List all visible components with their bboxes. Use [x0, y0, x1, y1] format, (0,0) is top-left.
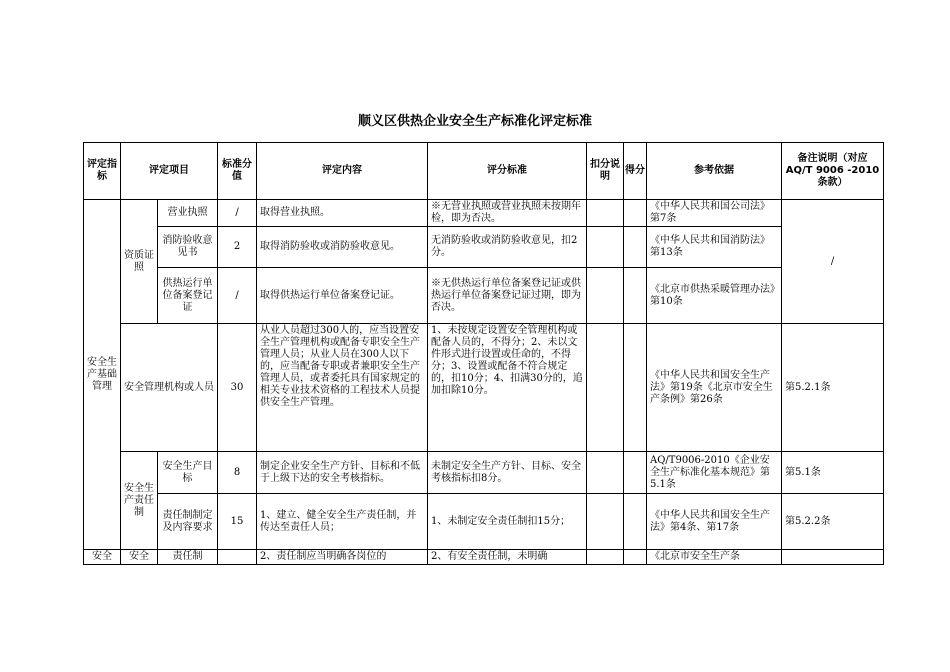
basis: AQ/T9006-2010《企业安全生产标准化基本规范》第5.1条 — [647, 452, 782, 494]
got-cell — [624, 200, 647, 227]
sub-item: 营业执照 — [158, 200, 218, 227]
deduct-cell — [587, 200, 624, 227]
remarks: 第5.2.1条 — [782, 324, 884, 452]
score: 15 — [218, 494, 257, 550]
criteria: ※无营业执照或营业执照未按期年检，即为否决。 — [428, 200, 587, 227]
deduct-cell — [587, 452, 624, 494]
content: 取得供热运行单位备案登记证。 — [257, 268, 428, 324]
table-row — [84, 550, 884, 565]
header-criteria: 评分标准 — [428, 143, 587, 200]
sub-item: 供热运行单位备案登记证 — [158, 268, 218, 324]
group-responsibility: 安全生产责任制 — [121, 452, 158, 550]
table-row — [84, 268, 884, 324]
score: 8 — [218, 452, 257, 494]
criteria: 1、未按规定设置安全管理机构或配备人员的，不得分；2、未以文件形式进行设置或任命的，不得分；3、设置或配备不符合规定的，扣10分；4、扣满30分的，追加扣除10分。 — [428, 324, 587, 452]
criteria: 未制定安全生产方针、目标、安全考核指标扣8分。 — [428, 452, 587, 494]
basis: 《中华人民共和国安全生产法》第19条《北京市安全生产条例》第26条 — [647, 324, 782, 452]
header-score: 标准分值 — [218, 143, 257, 200]
header-item: 评定项目 — [121, 143, 218, 200]
header-row — [84, 143, 884, 200]
content: 取得营业执照。 — [257, 200, 428, 227]
basis: 《北京市安全生产条 — [647, 550, 782, 565]
got-cell — [624, 452, 647, 494]
content: 2、责任制应当明确各岗位的 — [257, 550, 428, 565]
document-title: 顺义区供热企业安全生产标准化评定标准 — [357, 114, 592, 129]
table-row — [84, 227, 884, 268]
deduct-cell — [587, 227, 624, 268]
table-row — [84, 200, 884, 227]
basis: 《中华人民共和国公司法》第7条 — [647, 200, 782, 227]
deduct-cell — [587, 494, 624, 550]
basis: 《北京市供热采暖管理办法》第10条 — [647, 268, 782, 324]
got-cell — [624, 227, 647, 268]
criteria: 1、未制定安全责任制扣15分； — [428, 494, 587, 550]
header-content: 评定内容 — [257, 143, 428, 200]
sub-item: 消防验收意见书 — [158, 227, 218, 268]
basis: 《中华人民共和国安全生产法》第4条、第17条 — [647, 494, 782, 550]
header-got: 得分 — [624, 143, 647, 200]
criteria: ※无供热运行单位备案登记证或供热运行单位备案登记证过期，即为否决。 — [428, 268, 587, 324]
header-remarks: 备注说明（对应AQ/T 9006 -2010条款） — [782, 143, 884, 200]
indicator-cell: 安全生产基础管理 — [84, 200, 121, 550]
deduct-cell — [587, 324, 624, 452]
table-row — [84, 452, 884, 494]
deduct-cell — [587, 268, 624, 324]
remarks — [782, 550, 884, 565]
table-row — [84, 494, 884, 550]
basis: 《中华人民共和国消防法》第13条 — [647, 227, 782, 268]
score: / — [218, 268, 257, 324]
score: / — [218, 200, 257, 227]
sub-item: 责任制 — [158, 550, 218, 565]
item: 安全管理机构或人员 — [121, 324, 218, 452]
got-cell — [624, 550, 647, 565]
score: 2 — [218, 227, 257, 268]
standards-table — [83, 142, 884, 565]
indicator-cell: 安全 — [84, 550, 121, 565]
deduct-cell — [587, 550, 624, 565]
group-cell: 安全 — [121, 550, 158, 565]
content: 1、建立、健全安全生产责任制，并传达至责任人员； — [257, 494, 428, 550]
remarks: 第5.1条 — [782, 452, 884, 494]
remarks: / — [782, 200, 884, 324]
header-deduct: 扣分说明 — [587, 143, 624, 200]
content: 从业人员超过300人的，应当设置安全生产管理机构或配备专职安全生产管理人员；从业人员在300人以下的，应当配备专职或者兼职安全生产管理人员，或者委托具有国家规定的相关专业技术资格的工程技术人员提供安全生产管理。 — [257, 324, 428, 452]
criteria: 无消防验收或消防验收意见，扣2分。 — [428, 227, 587, 268]
score: 30 — [218, 324, 257, 452]
criteria: 2、有安全责任制，未明确 — [428, 550, 587, 565]
sub-item: 安全生产目标 — [158, 452, 218, 494]
content: 制定企业安全生产方针、目标和不低于上级下达的安全考核指标。 — [257, 452, 428, 494]
score — [218, 550, 257, 565]
sub-item: 责任制制定及内容要求 — [158, 494, 218, 550]
got-cell — [624, 324, 647, 452]
got-cell — [624, 268, 647, 324]
table-row — [84, 324, 884, 452]
got-cell — [624, 494, 647, 550]
content: 取得消防验收或消防验收意见。 — [257, 227, 428, 268]
header-indicator: 评定指标 — [84, 143, 121, 200]
remarks: 第5.2.2条 — [782, 494, 884, 550]
header-basis: 参考依据 — [647, 143, 782, 200]
group-qualification: 资质证照 — [121, 200, 158, 324]
